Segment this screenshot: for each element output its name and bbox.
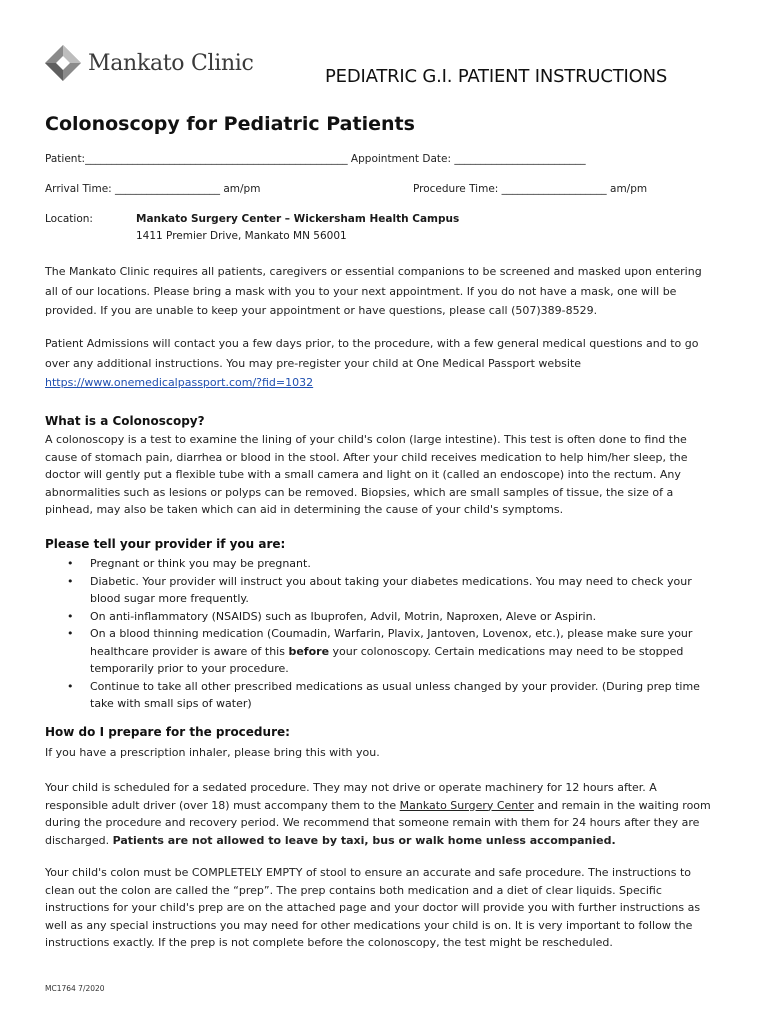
admissions-paragraph <box>45 334 725 393</box>
paragraph-line: pinhead, may also be taken which can aid in determining the cause of your child's symptoms. <box>45 503 564 516</box>
text-part: responsible adult driver (over 18) must accompany them to the <box>45 798 400 812</box>
list-item <box>45 555 725 573</box>
paragraph-line: A colonoscopy is a test to examine the lining of your child's colon (large intestine). This test is often done to find the <box>45 433 687 446</box>
paragraph-line: provided. If you are unable to keep your appointment or have questions, please call (507)389-8529. <box>45 304 598 317</box>
list-item <box>45 678 725 713</box>
list-item <box>45 625 725 678</box>
bullet-marker: • <box>67 609 74 623</box>
paragraph-line: Patient Admissions will contact you a few days prior, to the procedure, with a few general medical questions and to go <box>45 337 699 350</box>
tell-provider-heading: Please tell your provider if you are: <box>45 537 286 551</box>
sedated-procedure-paragraph <box>45 779 725 849</box>
bullet-text: temporarily prior to your procedure. <box>90 662 289 675</box>
location-address: 1411 Premier Drive, Mankato MN 56001 <box>136 230 347 242</box>
prepare-paragraph <box>45 744 725 762</box>
header-title: PEDIATRIC G.I. PATIENT INSTRUCTIONS <box>325 66 668 87</box>
logo-text: Mankato Clinic <box>88 50 254 76</box>
bullet-marker: • <box>67 679 74 693</box>
surgery-center-link[interactable]: Mankato Surgery Center <box>399 798 534 812</box>
bullet-text <box>90 643 725 661</box>
paragraph-line: Your child's colon must be COMPLETELY EMPTY of stool to ensure an accurate and safe procedure. The instructions to <box>45 866 692 879</box>
paragraph-line <box>45 797 725 815</box>
bullet-text: On a blood thinning medication (Coumadin, Warfarin, Plavix, Jantoven, Lovenox, etc.), please make sure your <box>90 627 693 640</box>
what-is-colonoscopy-paragraph <box>45 431 725 519</box>
paragraph-line: Your child is scheduled for a sedated procedure. They may not drive or operate machinery for 12 hours after. A <box>45 781 657 794</box>
one-medical-passport-link[interactable]: https://www.onemedicalpassport.com/?fid=1032 <box>45 376 314 389</box>
diamond-logo-icon <box>44 44 82 82</box>
paragraph-line: well as any special instructions you may need for other medications your child is on. It is very important to follow the <box>45 918 693 932</box>
patient-appointment-field: Patient:__________________________________________________ Appointment Date: _________________________ <box>45 153 586 165</box>
colon-prep-paragraph <box>45 864 725 952</box>
list-item <box>45 608 725 626</box>
bullet-text-part: your colonoscopy. Certain medications may need to be stopped <box>329 644 684 658</box>
bullet-text: Continue to take all other prescribed medications as usual unless changed by your provider. (During prep time <box>90 679 700 693</box>
prepare-heading: How do I prepare for the procedure: <box>45 725 290 739</box>
mask-notice-paragraph <box>45 262 725 321</box>
procedure-time-field: Procedure Time: ____________________ am/pm <box>413 183 648 195</box>
bullet-text: take with small sips of water) <box>90 697 252 710</box>
bullet-text-part: healthcare provider is aware of this <box>90 644 289 658</box>
paragraph-line: cause of stomach pain, diarrhea or blood in the stool. After your child receives medication to help him/her sleep, the <box>45 450 688 464</box>
form-code-footer: MC1764 7/2020 <box>45 984 105 993</box>
paragraph-line: abnormalities such as lesions or polyps can be removed. Biopsies, which are small samples of tissue, the size of a <box>45 485 674 499</box>
paragraph-line: over any additional instructions. You may pre-register your child at One Medical Passport website <box>45 356 582 370</box>
text-part: discharged. <box>45 833 113 847</box>
what-is-colonoscopy-heading: What is a Colonoscopy? <box>45 414 205 428</box>
bullet-emphasis: before <box>288 644 330 658</box>
paragraph-line: all of our locations. Please bring a mask with you to your next appointment. If you do not have a mask, one will be <box>45 284 677 298</box>
bullet-text: blood sugar more frequently. <box>90 592 249 605</box>
bullet-marker: • <box>67 557 74 570</box>
list-item <box>45 573 725 608</box>
paragraph-line: doctor will gently put a flexible tube with a small camera and light on it (called an endoscope) into the rectum. Any <box>45 468 681 481</box>
bullet-text: Pregnant or think you may be pregnant. <box>90 557 311 570</box>
tell-provider-list <box>45 555 725 713</box>
location-label: Location: <box>45 213 93 225</box>
page-title: Colonoscopy for Pediatric Patients <box>45 113 415 135</box>
paragraph-line: If you have a prescription inhaler, please bring this with you. <box>45 746 380 759</box>
text-part: and remain in the waiting room <box>533 798 711 812</box>
paragraph-line: instructions for your child's prep are on the attached page and your doctor will provide you with further instructions as <box>45 901 701 914</box>
bullet-marker: • <box>67 574 74 588</box>
emphasis-text: Patients are not allowed to leave by taxi, bus or walk home unless accompanied. <box>112 833 616 847</box>
paragraph-line: during the procedure and recovery period. We recommend that someone remain with them for 24 hours after they are <box>45 816 700 829</box>
arrival-time-field: Arrival Time: ____________________ am/pm <box>45 183 261 195</box>
paragraph-line: clean out the colon are called the “prep”. The prep contains both medication and a diet of clear liquids. Specific <box>45 883 662 897</box>
bullet-marker: • <box>67 627 74 640</box>
paragraph-line: The Mankato Clinic requires all patients, caregivers or essential companions to be screened and masked upon entering <box>45 265 702 278</box>
location-name: Mankato Surgery Center – Wickersham Health Campus <box>136 213 460 225</box>
bullet-text: Diabetic. Your provider will instruct you about taking your diabetes medications. You may need to check your <box>90 574 692 588</box>
paragraph-line: instructions exactly. If the prep is not complete before the colonoscopy, the test might be rescheduled. <box>45 936 613 949</box>
clinic-logo <box>44 44 254 82</box>
bullet-text: On anti-inflammatory (NSAIDS) such as Ibuprofen, Advil, Motrin, Naproxen, Aleve or Aspirin. <box>90 609 597 623</box>
paragraph-line <box>45 832 725 850</box>
